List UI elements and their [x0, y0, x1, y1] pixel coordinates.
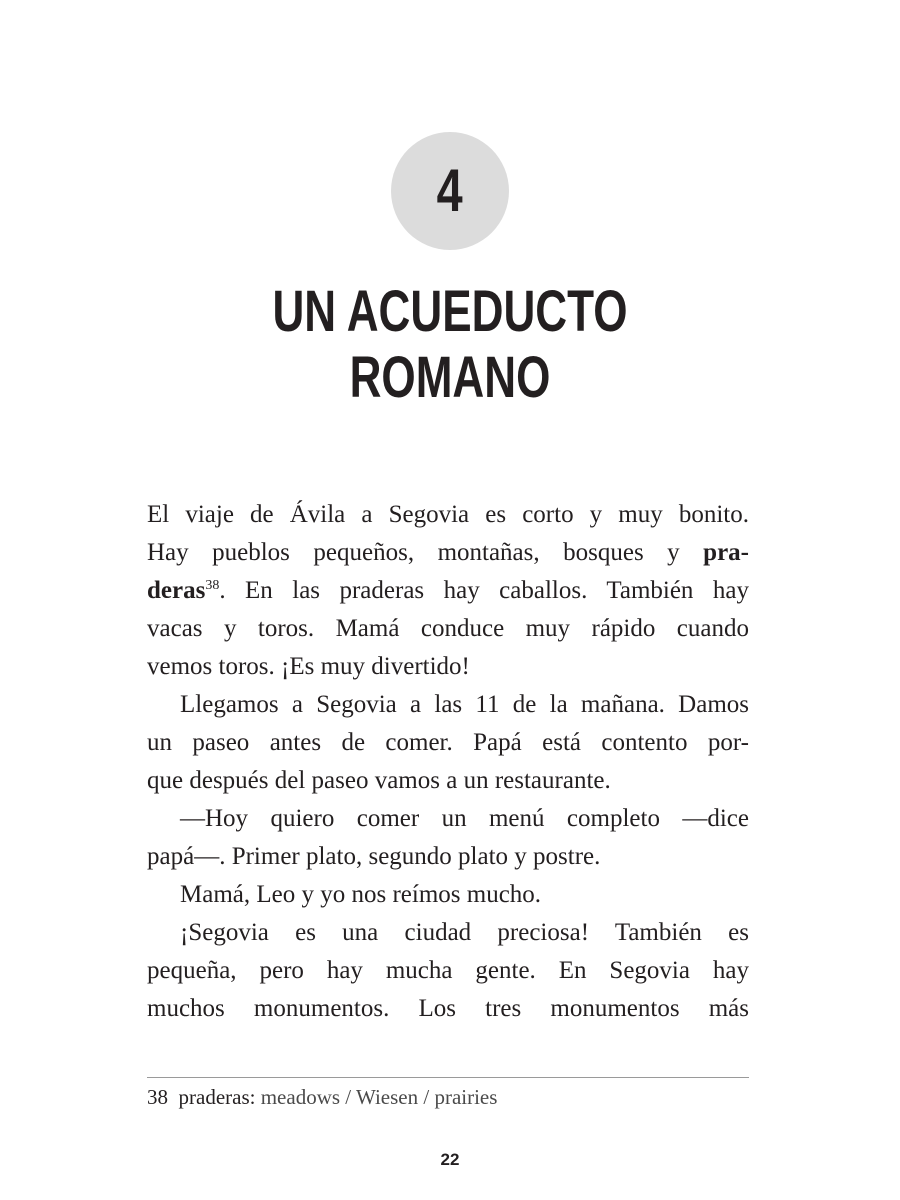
body-line	[147, 572, 749, 610]
body-line: vemos toros. ¡Es muy divertido!	[147, 653, 470, 680]
footnote-divider	[147, 1077, 749, 1078]
body-line: ¡Segovia es una ciudad preciosa! También es	[180, 919, 749, 946]
chapter-title-line-2: ROMANO	[349, 345, 551, 410]
body-line: muchos monumentos. Los tres monumentos más	[147, 995, 749, 1022]
body-line	[147, 534, 749, 572]
footnote-number: 38	[147, 1085, 168, 1109]
glossary-term-part: pra-	[703, 539, 749, 566]
chapter-title-line-1: UN ACUEDUCTO	[272, 279, 628, 344]
body-line: que después del paseo vamos a un restaurante.	[147, 767, 611, 794]
body-line-text: . En las praderas hay caballos. También hay	[219, 577, 749, 604]
body-text	[147, 496, 749, 1028]
body-line: Llegamos a Segovia a las 11 de la mañana. Damos	[180, 691, 749, 718]
chapter-number: 4	[436, 157, 464, 224]
body-line: papá—. Primer plato, segundo plato y postre.	[147, 843, 601, 870]
footnote-term: praderas:	[178, 1085, 256, 1109]
body-line: un paseo antes de comer. Papá está contento por-	[147, 729, 749, 756]
footnote-definition: meadows / Wiesen / prairies	[260, 1085, 498, 1109]
footnote-reference: 38	[205, 578, 220, 593]
body-line: El viaje de Ávila a Segovia es corto y muy bonito.	[147, 501, 749, 528]
body-line: pequeña, pero hay mucha gente. En Segovia hay	[147, 957, 749, 984]
body-line: —Hoy quiero comer un menú completo —dice	[180, 805, 749, 832]
body-line: Mamá, Leo y yo nos reímos mucho.	[180, 881, 542, 908]
body-line-text: Hay pueblos pequeños, montañas, bosques y	[147, 539, 680, 566]
chapter-number-badge	[391, 132, 509, 250]
body-line: vacas y toros. Mamá conduce muy rápido cuando	[147, 615, 749, 642]
footnote	[147, 1083, 497, 1111]
page-number: 22	[440, 1150, 460, 1169]
glossary-term: deras	[147, 577, 206, 604]
